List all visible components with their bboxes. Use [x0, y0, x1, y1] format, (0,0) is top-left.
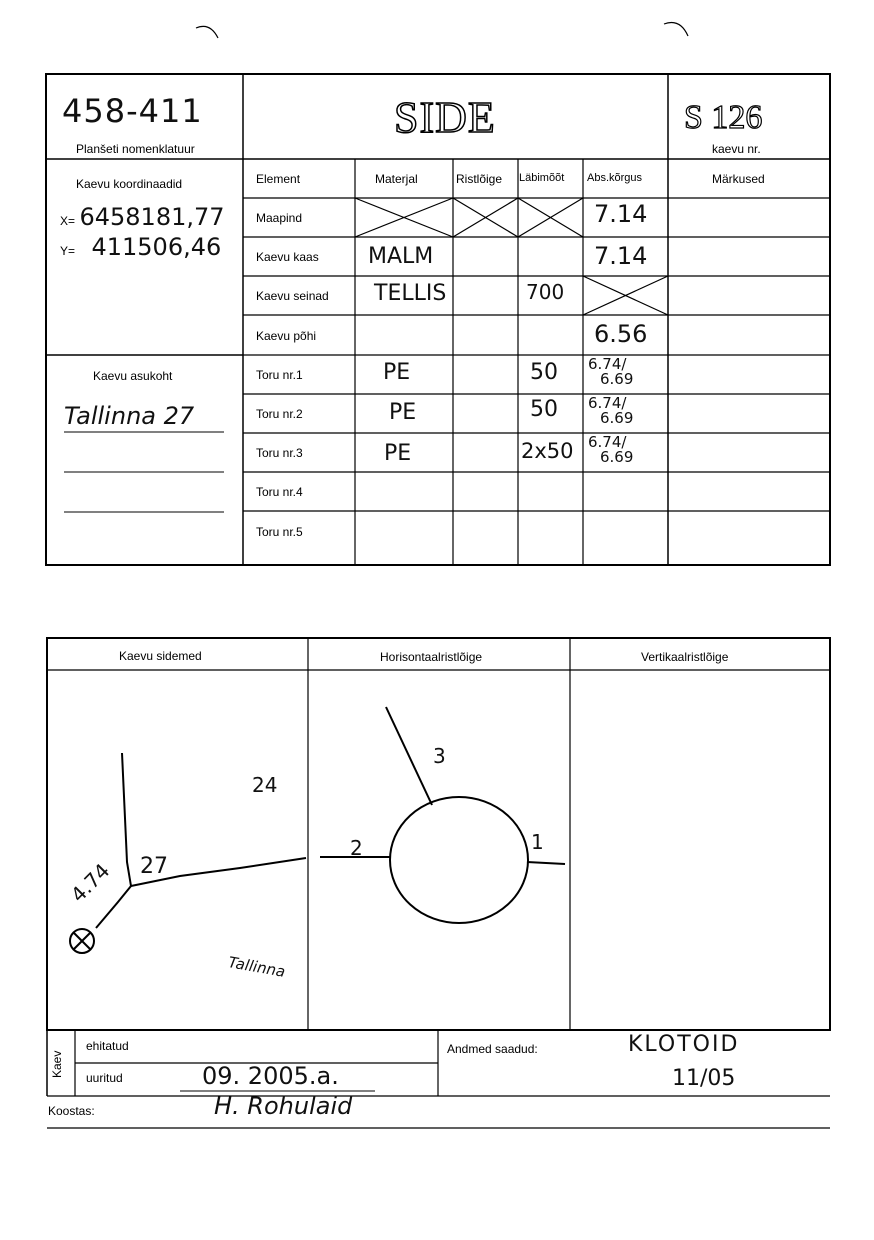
col-header-ristloige: Ristlõige: [456, 172, 503, 186]
coordinate-y-prefix: Y=: [60, 244, 76, 258]
row-label-toru-2: Toru nr.2: [256, 407, 303, 421]
row-label-kaevu-pohi: Kaevu põhi: [256, 329, 317, 343]
well-label: kaevu nr.: [712, 142, 761, 156]
abs-toru-3: [588, 435, 633, 465]
location-value: Tallinna 27: [64, 402, 195, 430]
pipe-label-2: 2: [350, 836, 363, 860]
col-header-labimoot: Läbimõõt: [519, 172, 565, 184]
location-label: Kaevu asukoht: [93, 369, 173, 383]
materjal-toru-1: PE: [383, 360, 411, 385]
row-label-kaevu-seinad: Kaevu seinad: [256, 289, 329, 303]
row-label-toru-5: Toru nr.5: [256, 525, 303, 539]
abs-toru-1: [588, 357, 633, 387]
abs-kaevu-kaas: 7.14: [594, 242, 648, 270]
sketch-label-24: 24: [252, 773, 278, 797]
row-label-toru-4: Toru nr.4: [256, 485, 303, 499]
sketch-label-street: Tallinna: [226, 953, 287, 981]
col-header-horisontaalristloige: Horisontaalristlõige: [380, 650, 483, 664]
plan-label: Planšeti nomenklatuur: [76, 142, 195, 156]
abs-toru-2-top: 6.74/: [588, 394, 627, 412]
pipe-label-1: 1: [531, 830, 544, 854]
col-header-abs-korgus: Abs.kõrgus: [587, 172, 643, 184]
col-header-markused: Märkused: [712, 172, 765, 186]
andmed-date: 11/05: [672, 1066, 736, 1091]
ehitatud-label: ehitatud: [86, 1039, 129, 1053]
abs-toru-3-top: 6.74/: [588, 433, 627, 451]
coordinates-label: Kaevu koordinaadid: [76, 177, 183, 191]
row-label-toru-1: Toru nr.1: [256, 368, 303, 382]
uuritud-label: uuritud: [86, 1071, 123, 1085]
well-number: [684, 98, 762, 137]
coordinate-y-value: 411506,46: [91, 233, 222, 261]
sketch-label-27: 27: [140, 854, 168, 879]
abs-kaevu-pohi: 6.56: [594, 320, 648, 348]
abs-toru-2-bottom: 6.69: [600, 409, 634, 427]
koostas-label: Koostas:: [48, 1104, 95, 1118]
row-label-kaevu-kaas: Kaevu kaas: [256, 250, 319, 264]
col-header-element: Element: [256, 172, 301, 186]
coordinate-y: [60, 233, 221, 261]
col-header-vertikaalristloige: Vertikaalristlõige: [641, 650, 729, 664]
coordinate-x-prefix: X=: [60, 214, 76, 228]
abs-toru-1-bottom: 6.69: [600, 370, 634, 388]
horizontal-section-drawing: [320, 707, 565, 923]
abs-toru-1-top: 6.74/: [588, 355, 627, 373]
abs-toru-2: [588, 396, 633, 426]
andmed-value: KLOTOID: [628, 1032, 740, 1057]
abs-toru-3-bottom: 6.69: [600, 448, 634, 466]
well-number-text: S 126: [684, 99, 763, 136]
plan-number: 458-411: [62, 92, 203, 130]
materjal-kaevu-seinad: TELLIS: [374, 281, 447, 306]
kaev-label: Kaev: [50, 1050, 64, 1078]
form-title: SIDE: [394, 93, 496, 142]
materjal-toru-3: PE: [384, 441, 412, 466]
coordinate-x-value: 6458181,77: [79, 203, 225, 231]
col-header-kaevu-sidemed: Kaevu sidemed: [119, 649, 202, 663]
labimoot-toru-2: 50: [530, 397, 558, 422]
koostas-value: H. Rohulaid: [214, 1092, 353, 1120]
uuritud-value: 09. 2005.a.: [202, 1062, 339, 1090]
labimoot-toru-1: 50: [530, 360, 558, 385]
col-header-materjal: Materjal: [375, 172, 418, 186]
materjal-toru-2: PE: [389, 400, 417, 425]
row-label-maapind: Maapind: [256, 211, 303, 225]
row-label-toru-3: Toru nr.3: [256, 446, 303, 460]
pipe-label-3: 3: [433, 744, 446, 768]
coordinate-x: [60, 203, 225, 231]
labimoot-toru-3: 2x50: [521, 439, 574, 463]
labimoot-kaevu-seinad: 700: [526, 280, 565, 304]
abs-maapind: 7.14: [594, 200, 648, 228]
sketch-label-474: 4.74: [66, 858, 115, 907]
andmed-label: Andmed saadud:: [447, 1042, 538, 1056]
footer-grid: [0, 1020, 874, 1140]
materjal-kaevu-kaas: MALM: [368, 244, 434, 269]
